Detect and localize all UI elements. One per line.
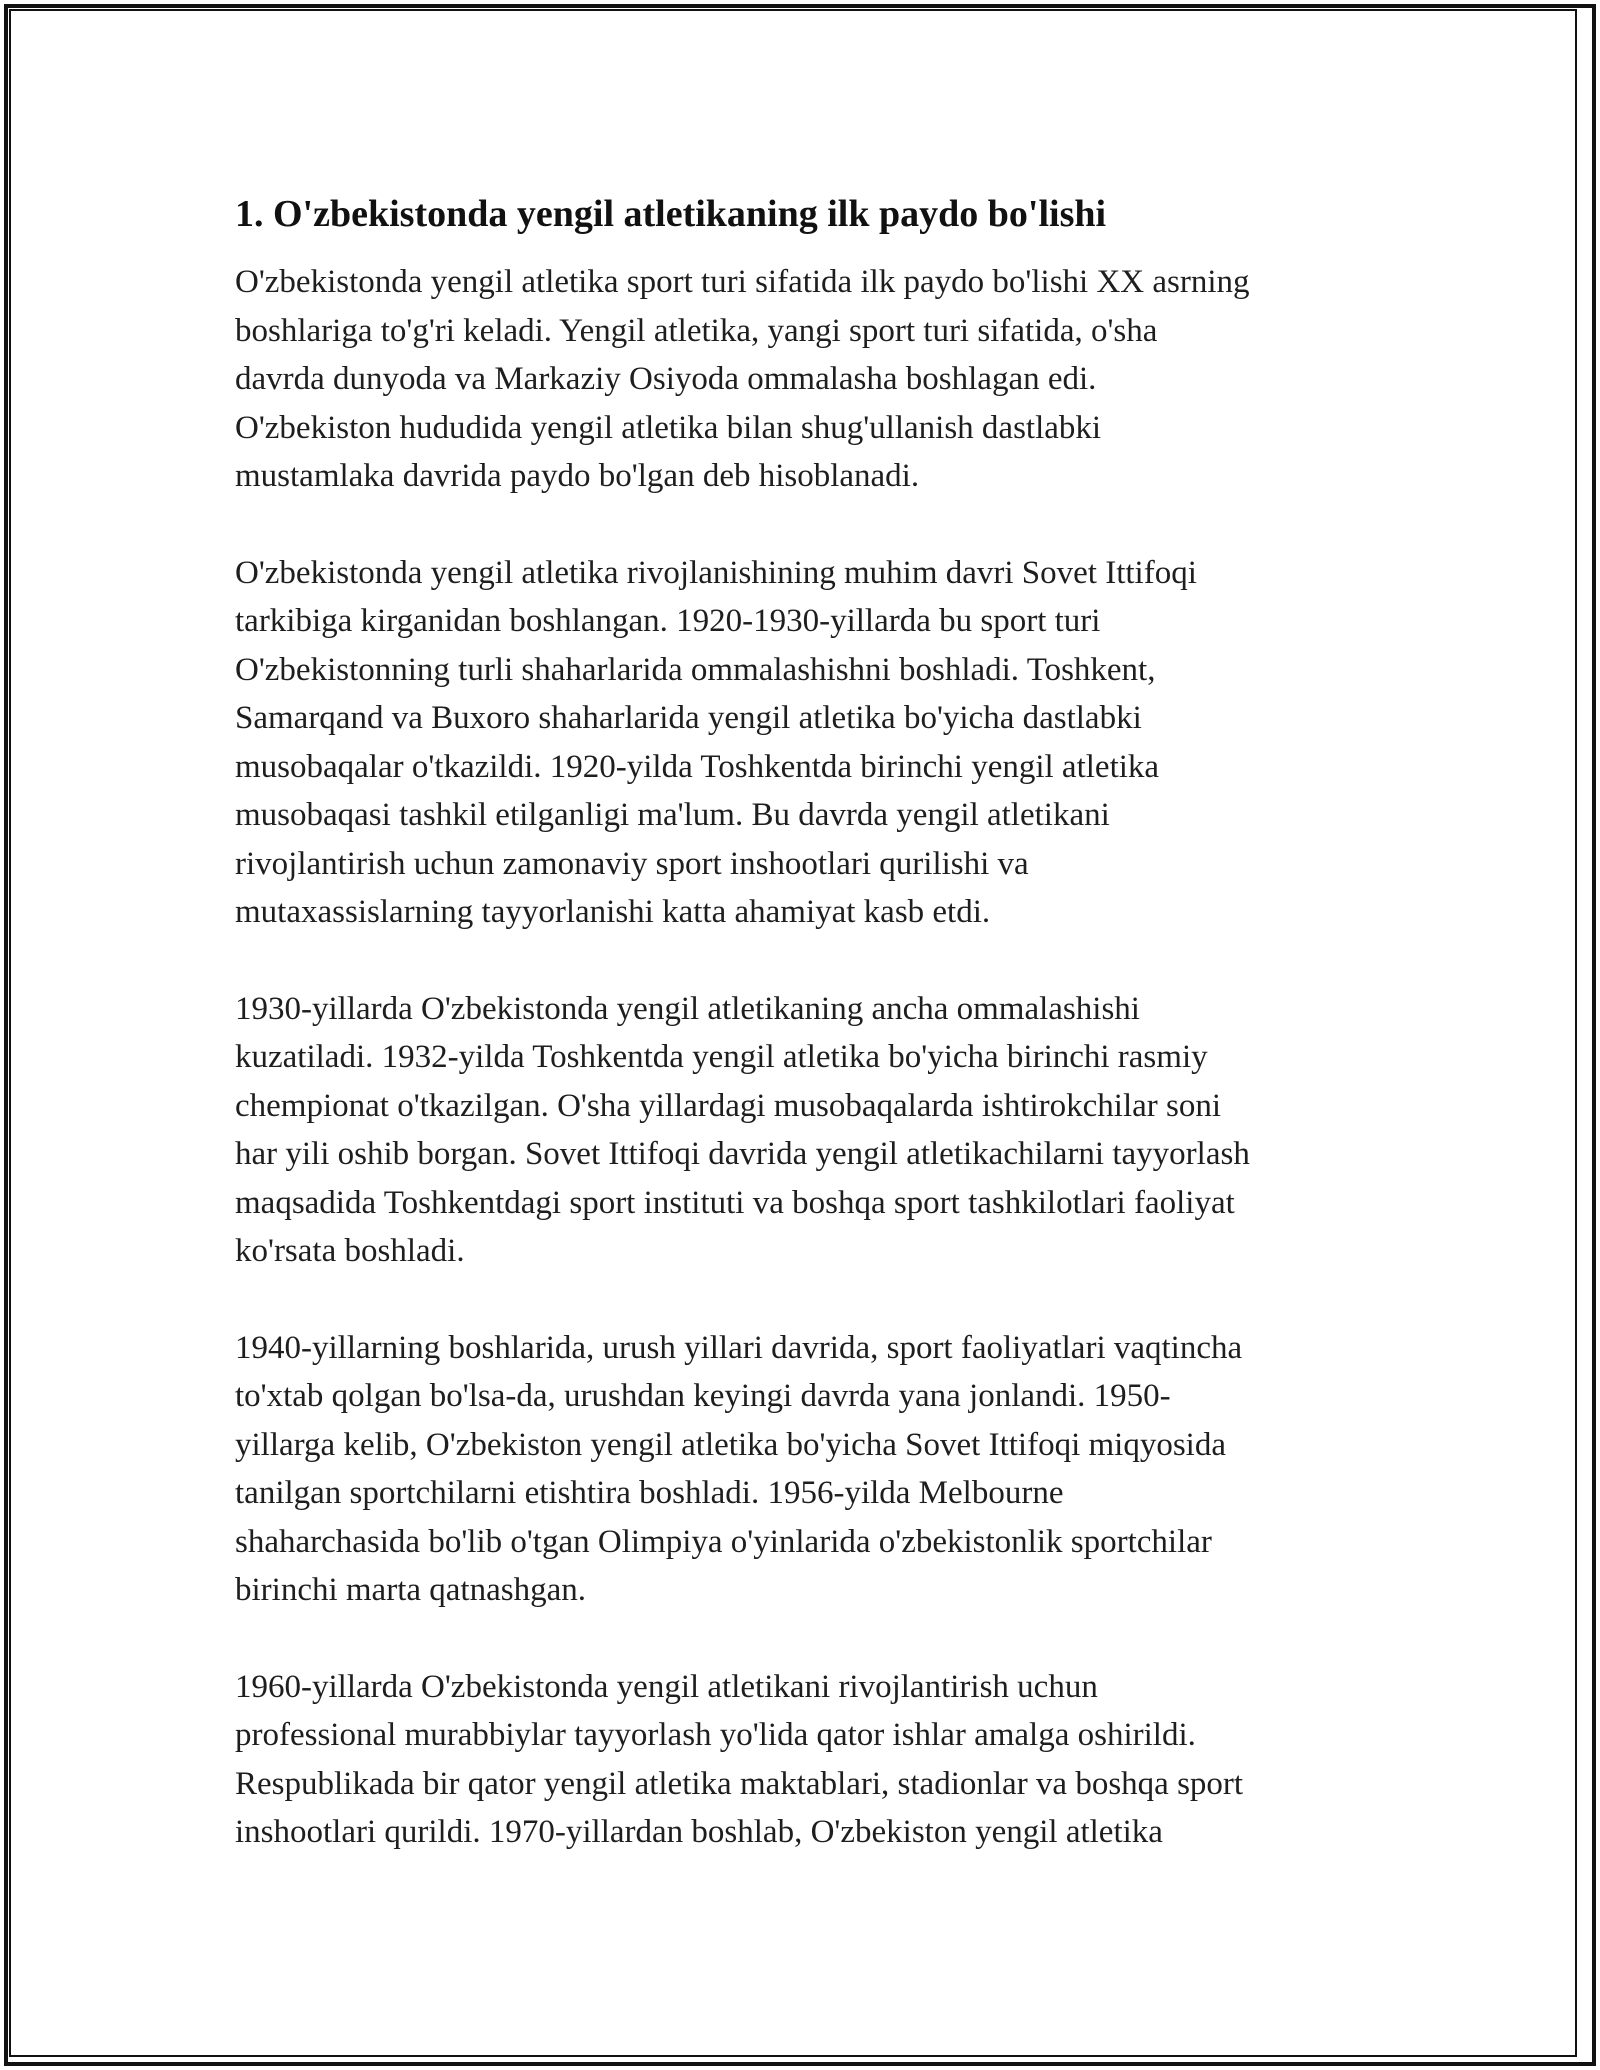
- text-line: tarkibiga kirganidan boshlangan. 1920-1930-yillarda bu sport turi: [235, 603, 1101, 639]
- text-line: Respublikada bir qator yengil atletika maktablari, stadionlar va boshqa sport: [235, 1765, 1244, 1802]
- paragraph-3: [235, 985, 1375, 1276]
- text-line: tanilgan sportchilarni etishtira boshladi. 1956-yilda Melbourne: [235, 1475, 1064, 1511]
- text-line: kuzatiladi. 1932-yilda Toshkentda yengil atletika bo'yicha birinchi rasmiy: [235, 1039, 1208, 1075]
- text-line: chempionat o'tkazilgan. O'sha yillardagi musobaqalarda ishtirokchilar soni: [235, 1087, 1222, 1124]
- text-line: inshootlari qurildi. 1970-yillardan boshlab, O'zbekiston yengil atletika: [235, 1814, 1163, 1850]
- text-line: to'xtab qolgan bo'lsa-da, urushdan keyingi davrda yana jonlandi. 1950-: [235, 1378, 1171, 1414]
- text-line: 1940-yillarning boshlarida, urush yillari davrida, sport faoliyatlari vaqtincha: [235, 1329, 1243, 1366]
- text-line: O'zbekistonning turli shaharlarida ommalashishni boshladi. Toshkent,: [235, 651, 1156, 688]
- document-body: [235, 186, 1375, 1905]
- text-line: birinchi marta qatnashgan.: [235, 1572, 586, 1608]
- paragraph-5: [235, 1663, 1375, 1857]
- paragraph-4: [235, 1324, 1375, 1615]
- text-line: musobaqasi tashkil etilganligi ma'lum. Bu davrda yengil atletikani: [235, 797, 1110, 833]
- text-line: O'zbekistonda yengil atletika sport turi sifatida ilk paydo bo'lishi XX asrning: [235, 264, 1250, 300]
- text-line: mutaxassislarning tayyorlanishi katta ahamiyat kasb etdi.: [235, 894, 991, 930]
- text-line: O'zbekistonda yengil atletika rivojlanishining muhim davri Sovet Ittifoqi: [235, 554, 1197, 591]
- text-line: Samarqand va Buxoro shaharlarida yengil atletika bo'yicha dastlabki: [235, 700, 1142, 736]
- text-line: har yili oshib borgan. Sovet Ittifoqi davrida yengil atletikachilarni tayyorlash: [235, 1136, 1250, 1172]
- text-line: mustamlaka davrida paydo bo'lgan deb hisoblanadi.: [235, 458, 920, 494]
- text-line: musobaqalar o'tkazildi. 1920-yilda Toshkentda birinchi yengil atletika: [235, 748, 1160, 785]
- text-line: rivojlantirish uchun zamonaviy sport inshootlari qurilishi va: [235, 845, 1029, 882]
- text-line: boshlariga to'g'ri keladi. Yengil atletika, yangi sport turi sifatida, o'sha: [235, 312, 1158, 349]
- paragraph-1: [235, 258, 1375, 501]
- text-line: O'zbekiston hududida yengil atletika bilan shug'ullanish dastlabki: [235, 409, 1102, 446]
- text-line: davrda dunyoda va Markaziy Osiyoda ommalasha boshlagan edi.: [235, 361, 1097, 397]
- section-heading: 1. O'zbekistonda yengil atletikaning ilk paydo bo'lishi: [235, 193, 1107, 235]
- text-line: shaharchasida bo'lib o'tgan Olimpiya o'yinlarida o'zbekistonlik sportchilar: [235, 1523, 1212, 1560]
- text-line: 1930-yillarda O'zbekistonda yengil atletikaning ancha ommalashishi: [235, 990, 1140, 1027]
- text-line: professional murabbiylar tayyorlash yo'lida qator ishlar amalga oshirildi.: [235, 1717, 1196, 1753]
- text-line: ko'rsata boshladi.: [235, 1233, 465, 1269]
- text-line: maqsadida Toshkentdagi sport instituti va boshqa sport tashkilotlari faoliyat: [235, 1184, 1235, 1221]
- text-line: yillarga kelib, O'zbekiston yengil atletika bo'yicha Sovet Ittifoqi miqyosida: [235, 1426, 1226, 1463]
- paragraph-2: [235, 549, 1375, 937]
- text-line: 1960-yillarda O'zbekistonda yengil atletikani rivojlantirish uchun: [235, 1668, 1098, 1705]
